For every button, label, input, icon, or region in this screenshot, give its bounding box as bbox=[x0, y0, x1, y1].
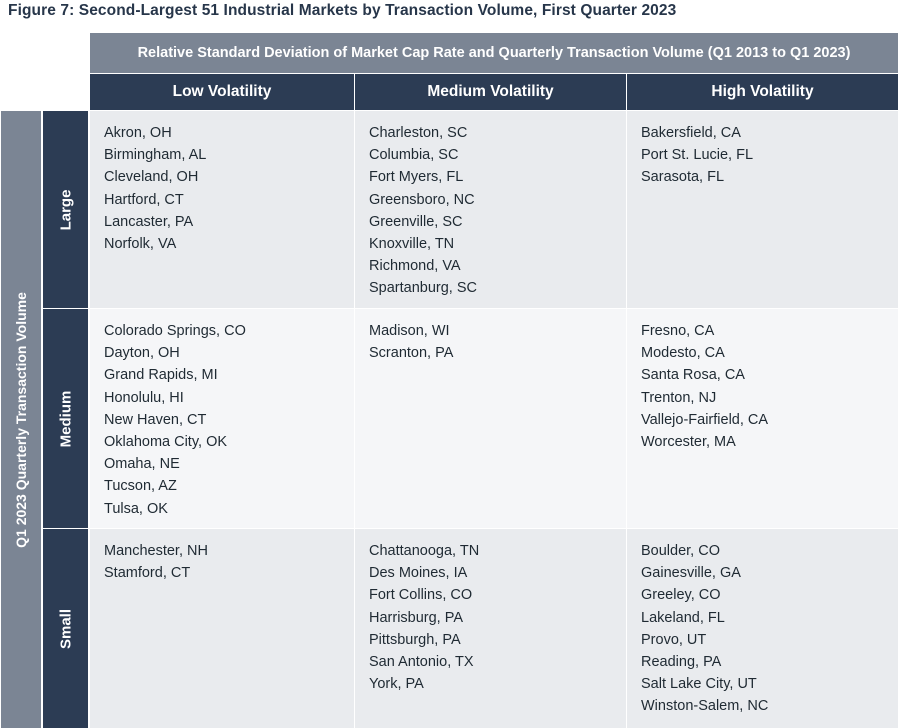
side-axis-text: Q1 2023 Quarterly Transaction Volume bbox=[13, 291, 29, 548]
market-city: Columbia, SC bbox=[369, 147, 459, 164]
market-city: Greensboro, NC bbox=[369, 191, 475, 208]
market-city: Omaha, NE bbox=[104, 456, 180, 473]
market-city: Sarasota, FL bbox=[641, 169, 725, 186]
market-city: Lakeland, FL bbox=[641, 609, 725, 626]
row-label-large bbox=[43, 111, 88, 308]
market-city: Worcester, MA bbox=[641, 434, 736, 451]
market-city: Gainesville, GA bbox=[641, 565, 741, 582]
cell-medium-medium bbox=[354, 309, 626, 528]
cell-large-high bbox=[626, 111, 898, 308]
cell-medium-high bbox=[626, 309, 898, 528]
column-header-medium: Medium Volatility bbox=[354, 74, 626, 110]
market-city: Fort Collins, CO bbox=[369, 587, 473, 604]
table-row-small bbox=[90, 529, 898, 728]
market-city: Salt Lake City, UT bbox=[641, 676, 757, 693]
market-city: Honolulu, HI bbox=[104, 389, 184, 406]
market-city: Bakersfield, CA bbox=[641, 125, 741, 141]
market-city: Port St. Lucie, FL bbox=[641, 147, 754, 164]
market-city: Dayton, OH bbox=[104, 345, 180, 362]
market-city: Chattanooga, TN bbox=[369, 543, 480, 559]
market-city: Provo, UT bbox=[641, 631, 707, 648]
market-city: Scranton, PA bbox=[369, 345, 454, 362]
market-city: Modesto, CA bbox=[641, 345, 725, 362]
market-city: Harrisburg, PA bbox=[369, 609, 464, 626]
market-city: Winston-Salem, NC bbox=[641, 698, 769, 715]
cell-medium-low bbox=[90, 309, 354, 528]
market-city: Oklahoma City, OK bbox=[104, 434, 228, 451]
row-label-small bbox=[43, 529, 88, 728]
market-city: Grand Rapids, MI bbox=[104, 367, 218, 384]
market-city: Tulsa, OK bbox=[104, 500, 168, 517]
market-city: Reading, PA bbox=[641, 654, 722, 671]
row-label-text: Large bbox=[57, 189, 74, 230]
top-header: Relative Standard Deviation of Market Cap Rate and Quarterly Transaction Volume (Q1 2013 to Q1 2023) bbox=[90, 33, 898, 73]
market-city: Cleveland, OH bbox=[104, 169, 199, 186]
market-city: Manchester, NH bbox=[104, 543, 208, 559]
market-city: Greeley, CO bbox=[641, 587, 721, 604]
market-city: New Haven, CT bbox=[104, 411, 207, 428]
market-city: Madison, WI bbox=[369, 323, 450, 339]
row-label-text: Medium bbox=[57, 390, 74, 447]
cell-large-low bbox=[90, 111, 354, 308]
market-city: York, PA bbox=[369, 676, 424, 693]
figure-title: Figure 7: Second-Largest 51 Industrial Markets by Transaction Volume, First Quarter 2023 bbox=[8, 2, 677, 19]
market-city: Knoxville, TN bbox=[369, 236, 455, 253]
market-city: Vallejo-Fairfield, CA bbox=[641, 411, 769, 428]
market-city: Stamford, CT bbox=[104, 565, 191, 582]
market-city: Pittsburgh, PA bbox=[369, 631, 461, 648]
row-label-medium bbox=[43, 309, 88, 528]
cell-large-medium bbox=[354, 111, 626, 308]
market-city: Akron, OH bbox=[104, 125, 172, 141]
column-header-high: High Volatility bbox=[626, 74, 898, 110]
market-city: Spartanburg, SC bbox=[369, 280, 478, 297]
market-city: Hartford, CT bbox=[104, 191, 184, 208]
market-city: Trenton, NJ bbox=[641, 389, 717, 406]
market-city: Des Moines, IA bbox=[369, 565, 468, 582]
column-header-low: Low Volatility bbox=[90, 74, 354, 110]
market-city: Tucson, AZ bbox=[104, 478, 177, 495]
side-axis-label bbox=[1, 111, 41, 728]
market-city: Greenville, SC bbox=[369, 213, 463, 230]
market-city: Santa Rosa, CA bbox=[641, 367, 745, 384]
table-row-large bbox=[90, 111, 898, 308]
market-city: Norfolk, VA bbox=[104, 236, 177, 253]
table-row-medium bbox=[90, 309, 898, 528]
market-city: Fresno, CA bbox=[641, 323, 715, 339]
cell-small-high bbox=[626, 529, 898, 728]
cell-small-medium bbox=[354, 529, 626, 728]
market-city: Lancaster, PA bbox=[104, 213, 194, 230]
market-city: Charleston, SC bbox=[369, 125, 468, 141]
market-city: Colorado Springs, CO bbox=[104, 323, 246, 339]
market-city: Birmingham, AL bbox=[104, 147, 207, 164]
market-city: San Antonio, TX bbox=[369, 654, 474, 671]
cell-small-low bbox=[90, 529, 354, 728]
column-headers bbox=[90, 74, 898, 110]
market-city: Boulder, CO bbox=[641, 543, 720, 559]
market-city: Fort Myers, FL bbox=[369, 169, 464, 186]
row-label-text: Small bbox=[57, 608, 74, 649]
market-city: Richmond, VA bbox=[369, 258, 461, 275]
